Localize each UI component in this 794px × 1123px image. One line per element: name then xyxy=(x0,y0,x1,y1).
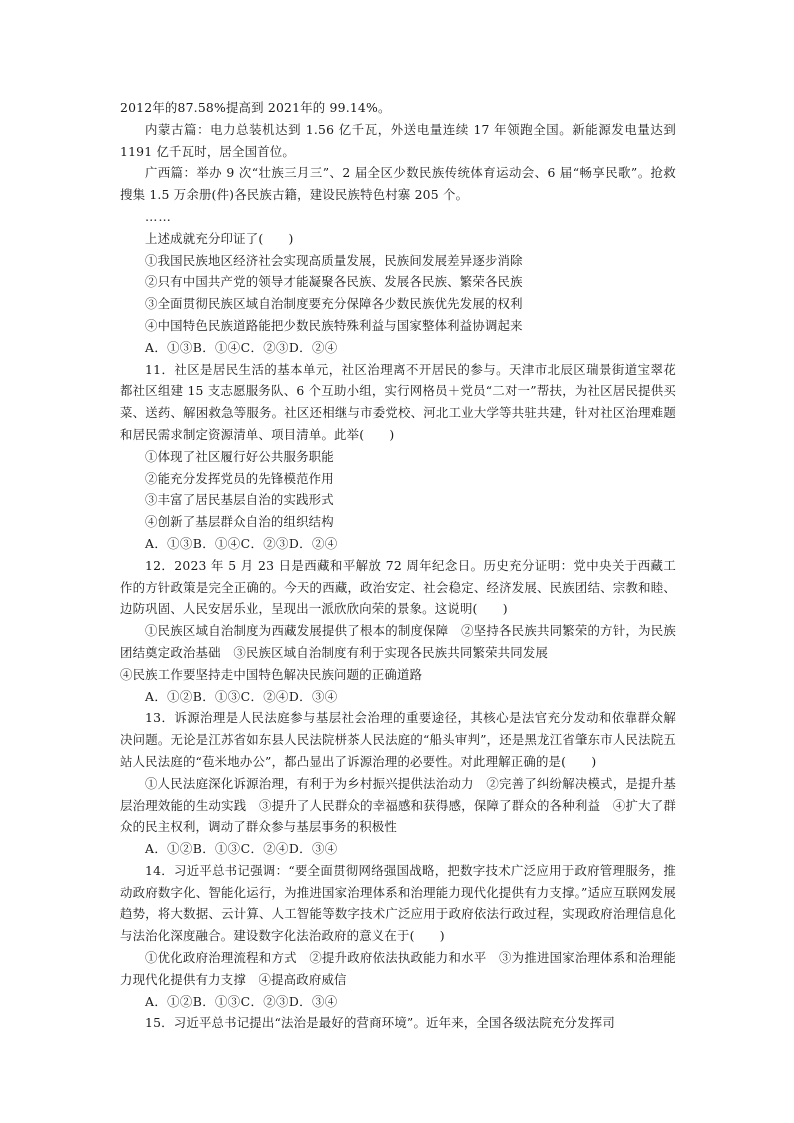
question-11-stem: 11．社区是居民生活的基本单元，社区治理离不开居民的参与。天津市北辰区瑞景街道宝翠花都社区组建 15 支志愿服务队、6 个互助小组，实行网格员＋党员“二对一”帮扶，为社区居民提供买菜、送药、解困救急等服务。社区还相继与市委党校、河北工业大学等共驻共建，针对社区治理难题和居民需求制定资源清单、项目清单。此举( ) xyxy=(120,361,676,442)
question-10-option: ②只有中国共产党的领导才能凝聚各民族、发展各民族、繁荣各民族 xyxy=(145,274,523,290)
question-12-answers: A．①②B．①③C．②④D．③④ xyxy=(145,688,338,704)
question-11-option: ④创新了基层群众自治的组织结构 xyxy=(145,514,334,530)
question-12-stem: 12．2023 年 5 月 23 日是西藏和平解放 72 周年纪念日。历史充分证明：党中央关于西藏工作的方针政策是完全正确的。今天的西藏，政治安定、社会稳定、经济发展、民族团结、宗教和睦、边防巩固、人民安居乐业，呈现出一派欣欣向荣的景象。这说明( ) xyxy=(120,557,676,617)
question-13-answers: A．①②B．①③C．②④D．③④ xyxy=(145,841,338,857)
question-14-stem: 14．习近平总书记强调：“要全面贯彻网络强国战略，把数字技术广泛应用于政府管理服务，推动政府数字化、智能化运行，为推进国家治理体系和治理能力现代化提供有力支撑。”适应互联网发展趋势，将大数据、云计算、人工智能等数字技术广泛应用于政府依法行政过程，实现政府治理信息化与法治化深度融合。建设数字化法治政府的意义在于( ) xyxy=(120,862,676,944)
passage-continuation: 2012年的87.58%提高到 2021年的 99.14%。 xyxy=(120,100,391,115)
question-12-option-4: ④民族工作要坚持走中国特色解决民族问题的正确道路 xyxy=(120,666,423,682)
question-11-option: ①体现了社区履行好公共服务职能 xyxy=(145,448,334,464)
question-10-option: ④中国特色民族道路能把少数民族特殊利益与国家整体利益协调起来 xyxy=(145,317,523,333)
question-11-option: ②能充分发挥党员的先锋模范作用 xyxy=(145,470,334,486)
question-10-answers: A．①③B．①④C．②③D．②④ xyxy=(145,339,338,355)
question-10-option: ①我国民族地区经济社会实现高质量发展，民族间发展差异逐步消除 xyxy=(145,252,523,268)
passage-ellipsis: …… xyxy=(145,208,172,224)
question-12-options: ①民族区域自治制度为西藏发展提供了根本的制度保障 ②坚持各民族共同繁荣的方针，为民族团结奠定政治基础 ③民族区域自治制度有利于实现各民族共同繁荣共同发展 xyxy=(120,623,676,660)
exam-content xyxy=(120,97,676,1034)
passage-guangxi: 广西篇：举办 9 次“壮族三月三”、2 届全区少数民族传统体育运动会、6 届“畅享民歌”。抢救搜集 1.5 万余册(件)各民族古籍，建设民族特色村寨 205 个。 xyxy=(120,165,676,203)
question-13-options: ①人民法庭深化诉源治理，有利于为乡村振兴提供法治动力 ②完善了纠纷解决模式，是提升基层治理效能的生动实践 ③提升了人民群众的幸福感和获得感，保障了群众的各种利益 ④扩大了群众的民主权利，调动了群众参与基层事务的积极性 xyxy=(120,775,676,835)
question-14-answers: A．①②B．①③C．②③D．③④ xyxy=(145,993,338,1009)
question-11-option: ③丰富了居民基层自治的实践形式 xyxy=(145,492,334,508)
question-10-stem: 上述成就充分印证了( ) xyxy=(145,230,294,246)
passage-neimenggu: 内蒙古篇：电力总装机达到 1.56 亿千瓦，外送电量连续 17 年领跑全国。新能源发电量达到 1191 亿千瓦时，居全国首位。 xyxy=(120,121,676,159)
question-14-options: ①优化政府治理流程和方式 ②提升政府依法执政能力和水平 ③为推进国家治理体系和治理能力现代化提供有力支撑 ④提高政府威信 xyxy=(120,950,676,987)
question-11-answers: A．①③B．①④C．②③D．②④ xyxy=(145,535,338,551)
question-13-stem: 13．诉源治理是人民法庭参与基层社会治理的重要途径，其核心是法官充分发动和依靠群众解决问题。无论是江苏省如东县人民法院栟茶人民法庭的“船头审判”，还是黑龙江省肇东市人民法院五站人民法庭的“苞米地办公”，都凸显出了诉源治理的必要性。对此理解正确的是( ) xyxy=(120,710,676,769)
question-10-option: ③全面贯彻民族区域自治制度要充分保障各少数民族优先发展的权利 xyxy=(145,296,523,312)
question-15-stem: 15．习近平总书记提出“法治是最好的营商环境”。近年来，全国各级法院充分发挥司 xyxy=(145,1015,615,1031)
